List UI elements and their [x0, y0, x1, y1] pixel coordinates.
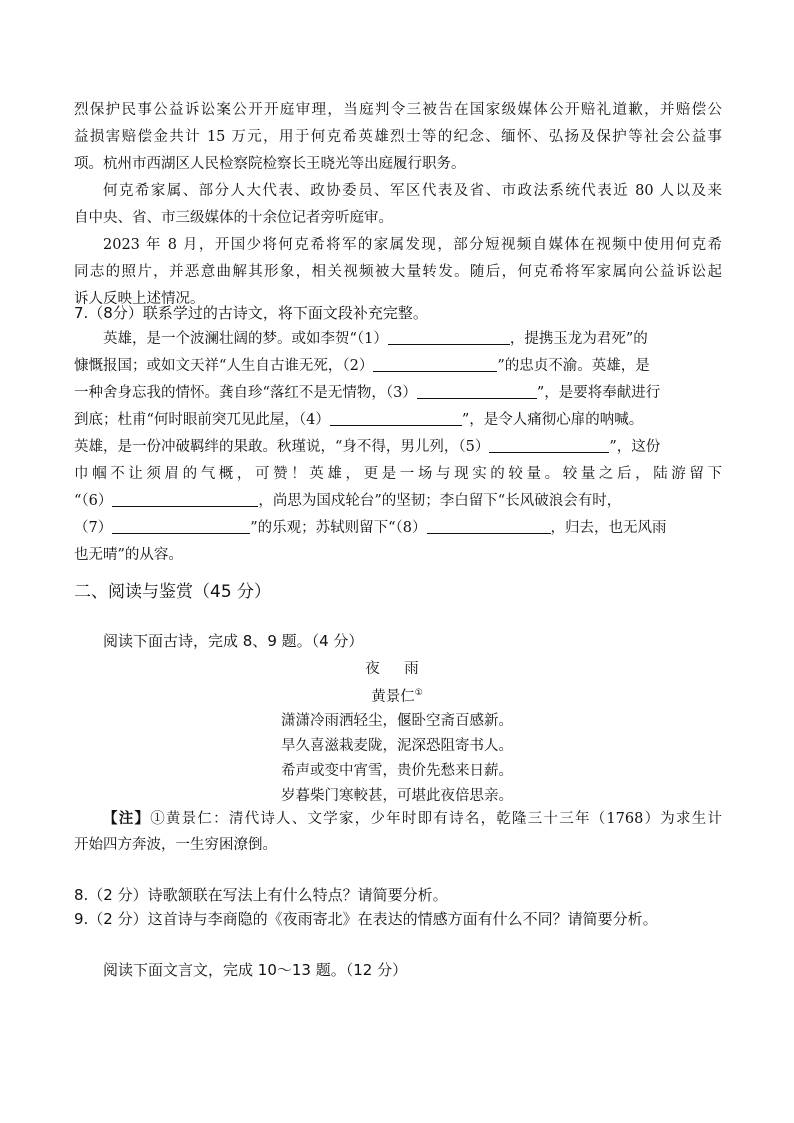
- question-7-body: [74, 326, 722, 569]
- q7-text: ，尚思为国戍轮台”的坚韧；李白留下“长风破浪会有时，: [258, 493, 622, 509]
- questions-8-9: [74, 882, 722, 933]
- poem-author-name: 黄景仁: [371, 688, 415, 705]
- poem-intro: 阅读下面古诗，完成 8、9 题。（4 分）: [103, 632, 364, 650]
- news-passage: [74, 97, 722, 313]
- poem-title: 夜 雨: [365, 661, 429, 677]
- note-line-1: [74, 805, 722, 832]
- poem: [0, 657, 794, 809]
- answer-blank-2[interactable]: [373, 357, 497, 372]
- passage-line: 何克希家属、部分人大代表、政协委员、军区代表及省、市政法系统代表近 80 人以及来: [103, 183, 722, 199]
- q7-line-3: [74, 380, 722, 407]
- q7-line-8: [74, 515, 722, 542]
- q7-line-5: [74, 434, 722, 461]
- poem-line: 希声或变中宵雪，贵价先愁来日薪。: [281, 762, 513, 779]
- prose-intro: 阅读下面文言文，完成 10～13 题。（12 分）: [103, 961, 408, 979]
- q7-text: 一种舍身忘我的情怀。龚自珍“落红不是无情物，（3）: [74, 385, 417, 401]
- answer-blank-5[interactable]: [489, 438, 609, 453]
- passage-line: 自中央、省、市三级媒体的十余位记者旁听庭审。: [74, 210, 393, 226]
- q7-line-2: [74, 353, 722, 380]
- footnote-mark: ①: [414, 688, 423, 698]
- poem-note: [74, 805, 722, 859]
- poem-line: 岁暮柴门寒較甚，可堪此夜倍思亲。: [281, 787, 513, 804]
- q7-line-1: [74, 326, 722, 353]
- answer-blank-7[interactable]: [112, 519, 250, 534]
- passage-line: 2023 年 8 月，开国少将何克希将军的家属发现，部分短视频自媒体在视频中使用何克希: [103, 237, 722, 253]
- passage-line: 烈保护民事公益诉讼案公开开庭审理，当庭判令三被告在国家级媒体公开赔礼道歉，并赔偿公: [74, 102, 722, 118]
- note-line-2: 开始四方奔波，一生穷困潦倒。: [74, 837, 277, 853]
- passage-line: 诉人反映上述情况。: [74, 291, 205, 307]
- answer-blank-8[interactable]: [427, 519, 551, 534]
- q7-text: 慷慨报国；或如文天祥“人生自古谁无死，（2）: [74, 358, 374, 374]
- passage-line: 项。杭州市西湖区人民检察院检察长王晓光等出庭履行职务。: [74, 156, 466, 172]
- q7-line-4: [74, 407, 722, 434]
- q7-text: ”，这份: [609, 439, 661, 455]
- question-8: 8.（2 分）诗歌颔联在写法上有什么特点？请简要分析。: [74, 886, 448, 904]
- q7-line-6: 巾帼不让须眉的气概，可赞！英雄，更是一场与现实的较量。较量之后，陆游留下: [74, 466, 722, 482]
- answer-blank-1[interactable]: [388, 330, 510, 345]
- q7-text: ”的忠贞不渝。英雄，是: [497, 358, 650, 374]
- passage-line: 益损害赔偿金共计 15 万元，用于何克希英雄烈士等的纪念、缅怀、弘扬及保护等社会公益事: [74, 129, 722, 145]
- answer-blank-3[interactable]: [417, 384, 537, 399]
- q7-text: ，提携玉龙为君死”的: [509, 331, 648, 347]
- q7-text: ”，是令人痛彻心扉的呐喊。: [461, 412, 644, 428]
- question-7-heading: [74, 300, 722, 327]
- q7-text: （7）: [74, 520, 113, 536]
- q7-text: 英雄，是一个波澜壮阔的梦。或如李贺“（1）: [103, 331, 388, 347]
- q7-text: 到底；杜甫“何时眼前突兀见此屋，（4）: [74, 412, 330, 428]
- poem-author: [0, 681, 794, 709]
- note-label: 【注】: [103, 810, 151, 827]
- question-9: 9.（2 分）这首诗与李商隐的《夜雨寄北》在表达的情感方面有什么不同？请简要分析。: [74, 910, 658, 928]
- q7-text: ”的乐观；苏轼则留下“（8）: [250, 520, 427, 536]
- q7-text: “（6）: [74, 493, 113, 509]
- q7-text: 英雄，是一份冲破羁绊的果敢。秋瑾说，“身不得，男儿列，（5）: [74, 439, 490, 455]
- passage-line: 同志的照片，并恶意曲解其形象，相关视频被大量转发。随后，何克希将军家属向公益诉讼起: [74, 264, 722, 280]
- q7-text: ，归去，也无风雨: [550, 520, 667, 536]
- poem-line: 旱久喜滋栽麦陇，泥深恐阻寄书人。: [281, 737, 513, 754]
- poem-line: 潇潇冷雨洒轻尘，偃卧空斋百感新。: [281, 712, 513, 729]
- section-title: 二、阅读与鉴赏（45 分）: [74, 582, 272, 602]
- note-text: ①黄景仁：清代诗人、文学家，少年时即有诗名，乾隆三十三年（1768）为求生计: [150, 811, 722, 827]
- answer-blank-4[interactable]: [330, 411, 462, 426]
- q7-line-9: 也无晴”的从容。: [74, 547, 183, 563]
- q7-text: ”，是要将奉献进行: [536, 385, 661, 401]
- q7-line-7: [74, 488, 722, 515]
- answer-blank-6[interactable]: [112, 492, 258, 507]
- question-7-text: 7.（8分）联系学过的古诗文，将下面文段补充完整。: [74, 304, 428, 322]
